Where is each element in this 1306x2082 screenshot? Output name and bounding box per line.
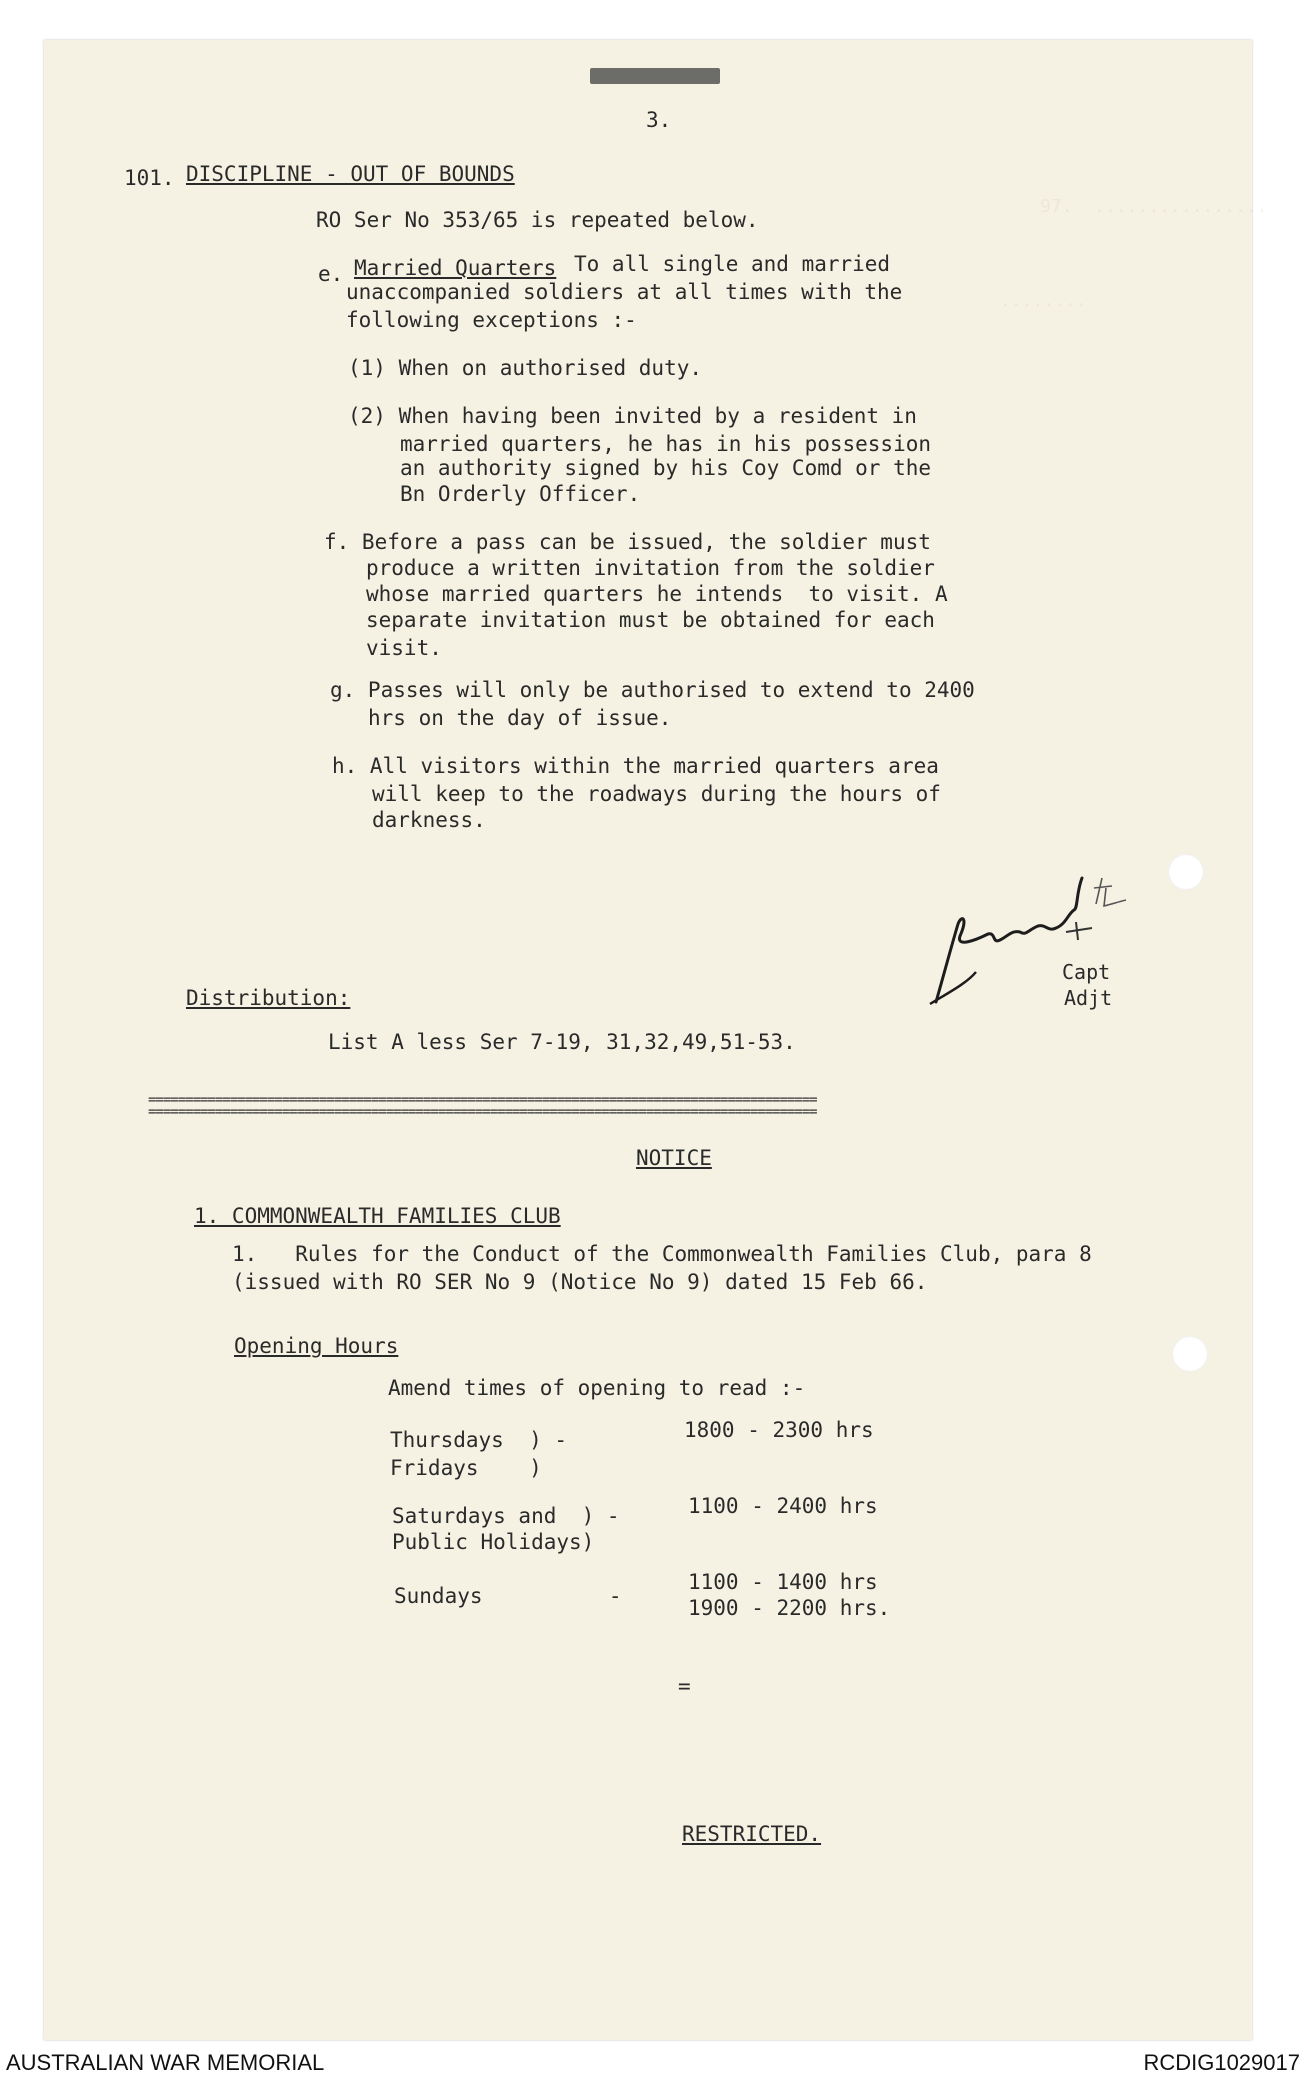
top-classification-stamp (590, 68, 720, 84)
sub-para-h-text: will keep to the roadways during the hours of (372, 782, 941, 806)
distribution-label: Distribution: (186, 986, 351, 1010)
hours-days: Sundays - (394, 1584, 622, 1608)
sub-para-f-text: separate invitation must be obtained for each (366, 608, 935, 632)
hours-days: Saturdays and ) - (392, 1504, 620, 1528)
sub-para-f-text: produce a written invitation from the soldier (366, 556, 935, 580)
end-mark: = (678, 1674, 691, 1698)
distribution-list: List A less Ser 7-19, 31,32,49,51-53. (328, 1030, 796, 1054)
para-intro: RO Ser No 353/65 is repeated below. (316, 208, 759, 232)
sub-para-h: h. All visitors within the married quarters area (332, 754, 939, 778)
hours-times: 1800 - 2300 hrs (684, 1418, 874, 1442)
separator-line: ========================================================================================== (148, 1092, 817, 1108)
hours-days: Public Holidays) (392, 1530, 595, 1554)
hours-days: Fridays ) (390, 1456, 542, 1480)
para-heading: DISCIPLINE - OUT OF BOUNDS (186, 162, 515, 186)
signatory-rank: Capt (1062, 960, 1111, 984)
sub-para-heading: Married Quarters (354, 256, 557, 280)
sub-para-g: g. Passes will only be authorised to extend to 2400 (330, 678, 975, 702)
opening-hours-heading: Opening Hours (234, 1334, 399, 1358)
sub-para-label: e. (318, 262, 344, 286)
notice-paragraph: (issued with RO SER No 9 (Notice No 9) dated 15 Feb 66. (232, 1270, 928, 1294)
sub-para-text: unaccompanied soldiers at all times with the (346, 280, 903, 304)
footer-institution: AUSTRALIAN WAR MEMORIAL (6, 2050, 325, 2075)
exception-item-text: an authority signed by his Coy Comd or the (400, 456, 932, 480)
punch-hole (1172, 1336, 1208, 1372)
bleed-through-text: 97. ................ (1040, 196, 1268, 217)
signatory-appointment: Adjt (1064, 986, 1113, 1010)
amend-instruction: Amend times of opening to read :- (388, 1376, 806, 1400)
para-number: 101. (124, 166, 175, 190)
exception-item: (2) When having been invited by a resident in (348, 404, 917, 428)
notice-paragraph: 1. Rules for the Conduct of the Commonwealth Families Club, para 8 (232, 1242, 1092, 1266)
sub-para-f-text: visit. (366, 636, 442, 660)
exception-item-text: Bn Orderly Officer. (400, 482, 641, 506)
classification-marking: RESTRICTED. (682, 1822, 822, 1846)
hours-times: 1900 - 2200 hrs. (688, 1596, 891, 1620)
footer-record-id: RCDIG1029017 (1143, 2050, 1300, 2075)
hours-times: 1100 - 1400 hrs (688, 1570, 878, 1594)
sub-para-f-text: whose married quarters he intends to visit. A (366, 582, 948, 606)
separator-line: ========================================================================================== (148, 1104, 817, 1120)
notice-item-heading: 1. COMMONWEALTH FAMILIES CLUB (194, 1204, 561, 1228)
hours-days: Thursdays ) - (390, 1428, 568, 1452)
exception-item-text: married quarters, he has in his possession (400, 432, 932, 456)
sub-para-text: To all single and married (574, 252, 891, 276)
bleed-through-text: ........ (1000, 290, 1087, 311)
sub-para-h-text: darkness. (372, 808, 486, 832)
notice-heading: NOTICE (636, 1146, 712, 1170)
hours-times: 1100 - 2400 hrs (688, 1494, 878, 1518)
page-number: 3. (646, 108, 672, 132)
sub-para-f: f. Before a pass can be issued, the soldier must (324, 530, 931, 554)
sub-para-g-text: hrs on the day of issue. (368, 706, 672, 730)
sub-para-text: following exceptions :- (346, 308, 637, 332)
exception-item: (1) When on authorised duty. (348, 356, 703, 380)
handwritten-signature (916, 874, 1186, 1014)
